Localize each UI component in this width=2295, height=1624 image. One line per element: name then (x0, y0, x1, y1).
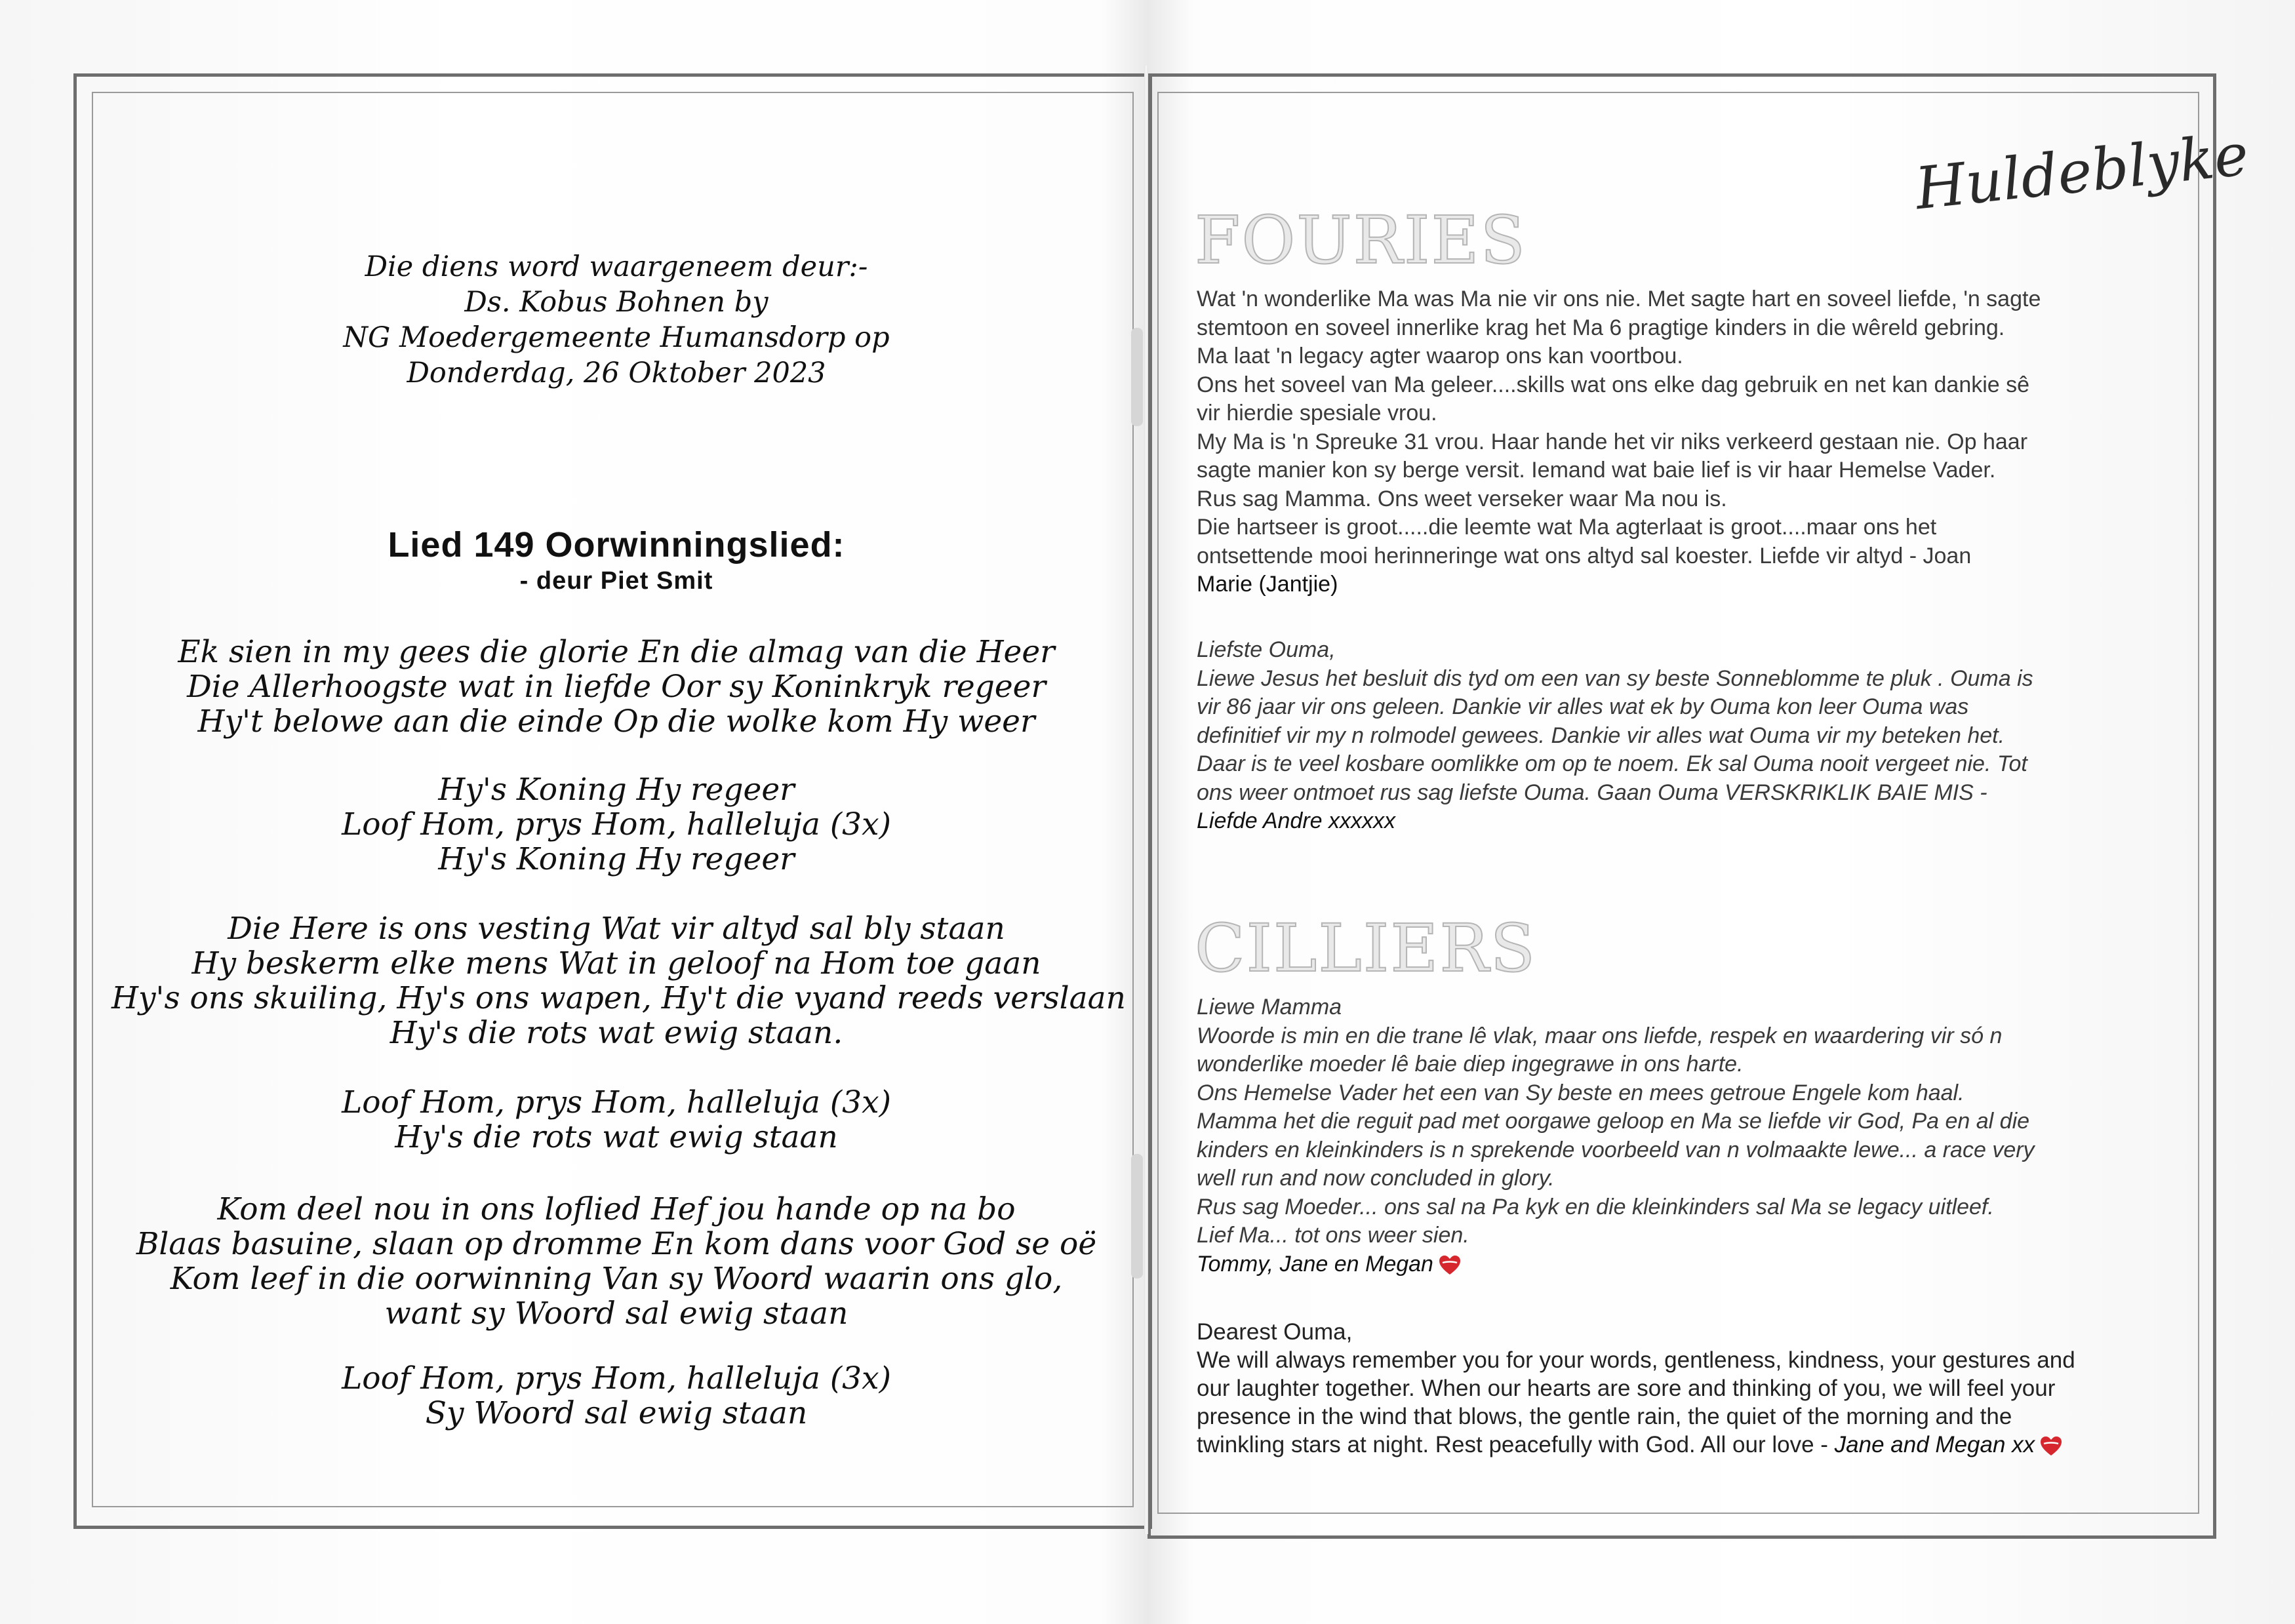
tribute-line: Rus sag Moeder... ons sal na Pa kyk en die kleinkinders sal Ma se legacy uitleef. (1197, 1194, 1994, 1219)
tribute-tommy-jane-megan (1197, 993, 2180, 1278)
tribute-line: Rus sag Mamma. Ons weet verseker waar Ma nou is. (1197, 486, 1727, 511)
tribute-line: presence in the wind that blows, the gentle rain, the quiet of the morning and the (1197, 1404, 2012, 1429)
lyric-line: Hy's die rots wat ewig staan (395, 1119, 838, 1155)
tribute-line: My Ma is 'n Spreuke 31 vrou. Haar hande het vir niks verkeerd gestaan nie. Op haar (1197, 429, 2028, 454)
tribute-line: We will always remember you for your words, gentleness, kindness, your gestures and (1197, 1347, 2075, 1373)
lyric-line: Hy't belowe aan die einde Op die wolke kom Hy weer (197, 703, 1035, 740)
huldeblyke-title: Huldeblyke (1912, 120, 2252, 223)
tribute-line: Woorde is min en die trane lê vlak, maar ons liefde, respek en waardering vir só n (1197, 1023, 2003, 1048)
intro-line: Donderdag, 26 Oktober 2023 (407, 357, 826, 389)
lyric-line: Kom leef in die oorwinning Van sy Woord waarin ons glo, (170, 1261, 1063, 1297)
lyric-line: Loof Hom, prys Hom, halleluja (3x) (342, 806, 891, 842)
lyric-line: Hy's Koning Hy regeer (438, 772, 795, 808)
lyric-line: Blaas basuine, slaan op dromme En kom dans voor God se oë (136, 1226, 1097, 1262)
song-subtitle: - deur Piet Smit (519, 567, 713, 595)
stanza-2 (111, 772, 1121, 877)
tribute-line: our laughter together. When our hearts are sore and thinking of you, we will feel your (1197, 1376, 2056, 1401)
tribute-line: Ons Hemelse Vader het een van Sy beste en mees getroue Engele kom haal. (1197, 1080, 1965, 1105)
tribute-line: Liewe Mamma (1197, 995, 1342, 1020)
tribute-line: ontsettende mooi herinneringe wat ons altyd sal koester. Liefde vir altyd - Joan (1197, 543, 1972, 568)
tribute-line: Ons het soveel van Ma geleer....skills wat ons elke dag gebruik en net kan dankie sê (1197, 372, 2030, 397)
tribute-andre (1197, 636, 2180, 836)
lyric-line: Sy Woord sal ewig staan (425, 1395, 808, 1431)
lyric-line: Die Here is ons vesting Wat vir altyd sal bly staan (228, 911, 1005, 947)
intro-line: Ds. Kobus Bohnen by (464, 286, 768, 319)
tribute-line: Dearest Ouma, (1197, 1319, 1353, 1345)
tribute-last-line (1197, 1431, 2180, 1459)
tribute-signature: Jane and Megan xx (1834, 1432, 2035, 1457)
center-fold (1144, 66, 1148, 1534)
tribute-line: Ma laat 'n legacy agter waarop ons kan voortbou. (1197, 344, 1683, 368)
tribute-line: stemtoon en soveel innerlike krag het Ma 6 pragtige kinders in die wêreld gebring. (1197, 315, 2005, 340)
song-title: Lied 149 Oorwinningslied: (388, 525, 845, 564)
section-heading-fouries: FOURIES (1195, 202, 1527, 279)
staple-bottom (1131, 1154, 1143, 1278)
tribute-dearest-ouma (1197, 1318, 2180, 1459)
tribute-line: Lief Ma... tot ons weer sien. (1197, 1223, 1469, 1248)
tribute-line: Liefste Ouma, (1197, 637, 1336, 662)
tribute-line: twinkling stars at night. Rest peacefully with God. All our love - (1197, 1432, 1835, 1457)
tribute-signature: Marie (Jantjie) (1197, 572, 1338, 597)
tribute-line: kinders en kleinkinders is n sprekende voorbeeld van n volmaakte lewe... a race very (1197, 1137, 2035, 1162)
tribute-line: wonderlike moeder lê baie diep ingegrawe in ons harte. (1197, 1052, 1744, 1077)
lyric-line: Die Allerhoogste wat in liefde Oor sy Koninkryk regeer (187, 669, 1046, 705)
lyric-line: Ek sien in my gees die glorie En die almag van die Heer (178, 634, 1055, 670)
tribute-line: Wat 'n wonderlike Ma was Ma nie vir ons nie. Met sagte hart en soveel liefde, 'n sagte (1197, 287, 2041, 311)
tribute-line: Daar is te veel kosbare oomlikke om op te noem. Ek sal Ouma nooit vergeet nie. Tot (1197, 751, 2027, 776)
lyric-line: Hy's ons skuiling, Hy's ons wapen, Hy't die vyand reeds verslaan (111, 980, 1126, 1016)
tribute-line: Mamma het die reguit pad met oorgawe geloop en Ma se liefde vir God, Pa en al die (1197, 1109, 2030, 1134)
tribute-signature: Tommy, Jane en Megan (1197, 1251, 1433, 1277)
tribute-line: sagte manier kon sy berge versit. Iemand wat baie lief is vir haar Hemelse Vader. (1197, 458, 1996, 483)
intro-line: Die diens word waargeneem deur:- (365, 250, 868, 283)
tribute-signature: Liefde Andre xxxxxx (1197, 808, 1395, 833)
tribute-line: vir hierdie spesiale vrou. (1197, 401, 1437, 426)
lyric-line: Kom deel nou in ons loflied Hef jou hande op na bo (217, 1191, 1016, 1227)
intro-line: NG Moedergemeente Humansdorp op (343, 321, 890, 354)
tribute-line: well run and now concluded in glory. (1197, 1166, 1555, 1191)
lyric-line: Loof Hom, prys Hom, halleluja (3x) (342, 1084, 891, 1120)
staple-top (1131, 328, 1143, 426)
tribute-line: Liewe Jesus het besluit dis tyd om een van sy beste Sonneblomme te pluk . Ouma is (1197, 665, 2033, 691)
heart-icon (1439, 1256, 1461, 1275)
service-intro (289, 249, 944, 391)
lyric-line: Hy beskerm elke mens Wat in geloof na Hom toe gaan (191, 945, 1041, 981)
section-heading-cilliers: CILLIERS (1195, 910, 1537, 987)
stanza-3 (111, 911, 1126, 1051)
lyric-line: want sy Woord sal ewig staan (384, 1296, 848, 1332)
tribute-line: Die hartseer is groot.....die leemte wat Ma agterlaat is groot....maar ons het (1197, 515, 1937, 540)
tribute-signature-line (1197, 1250, 2180, 1279)
stanza-5 (111, 1192, 1121, 1331)
stanza-6 (111, 1361, 1121, 1431)
tribute-line: ons weer ontmoet rus sag liefste Ouma. Gaan Ouma VERSKRIKLIK BAIE MIS - (1197, 780, 1987, 805)
lyric-line: Loof Hom, prys Hom, halleluja (3x) (342, 1360, 891, 1396)
tribute-line: definitief vir my n rolmodel gewees. Dankie vir alles wat Ouma vir my beteken het. (1197, 723, 2005, 748)
tribute-line: vir 86 jaar vir ons geleen. Dankie vir alles wat ek by Ouma kon leer Ouma was (1197, 694, 1969, 719)
stanza-1 (111, 635, 1121, 739)
tribute-joan-marie (1197, 285, 2180, 599)
stanza-4 (111, 1085, 1121, 1155)
lyric-line: Hy's die rots wat ewig staan. (389, 1015, 843, 1051)
lyric-line: Hy's Koning Hy regeer (438, 841, 795, 877)
heart-icon (2040, 1436, 2062, 1456)
